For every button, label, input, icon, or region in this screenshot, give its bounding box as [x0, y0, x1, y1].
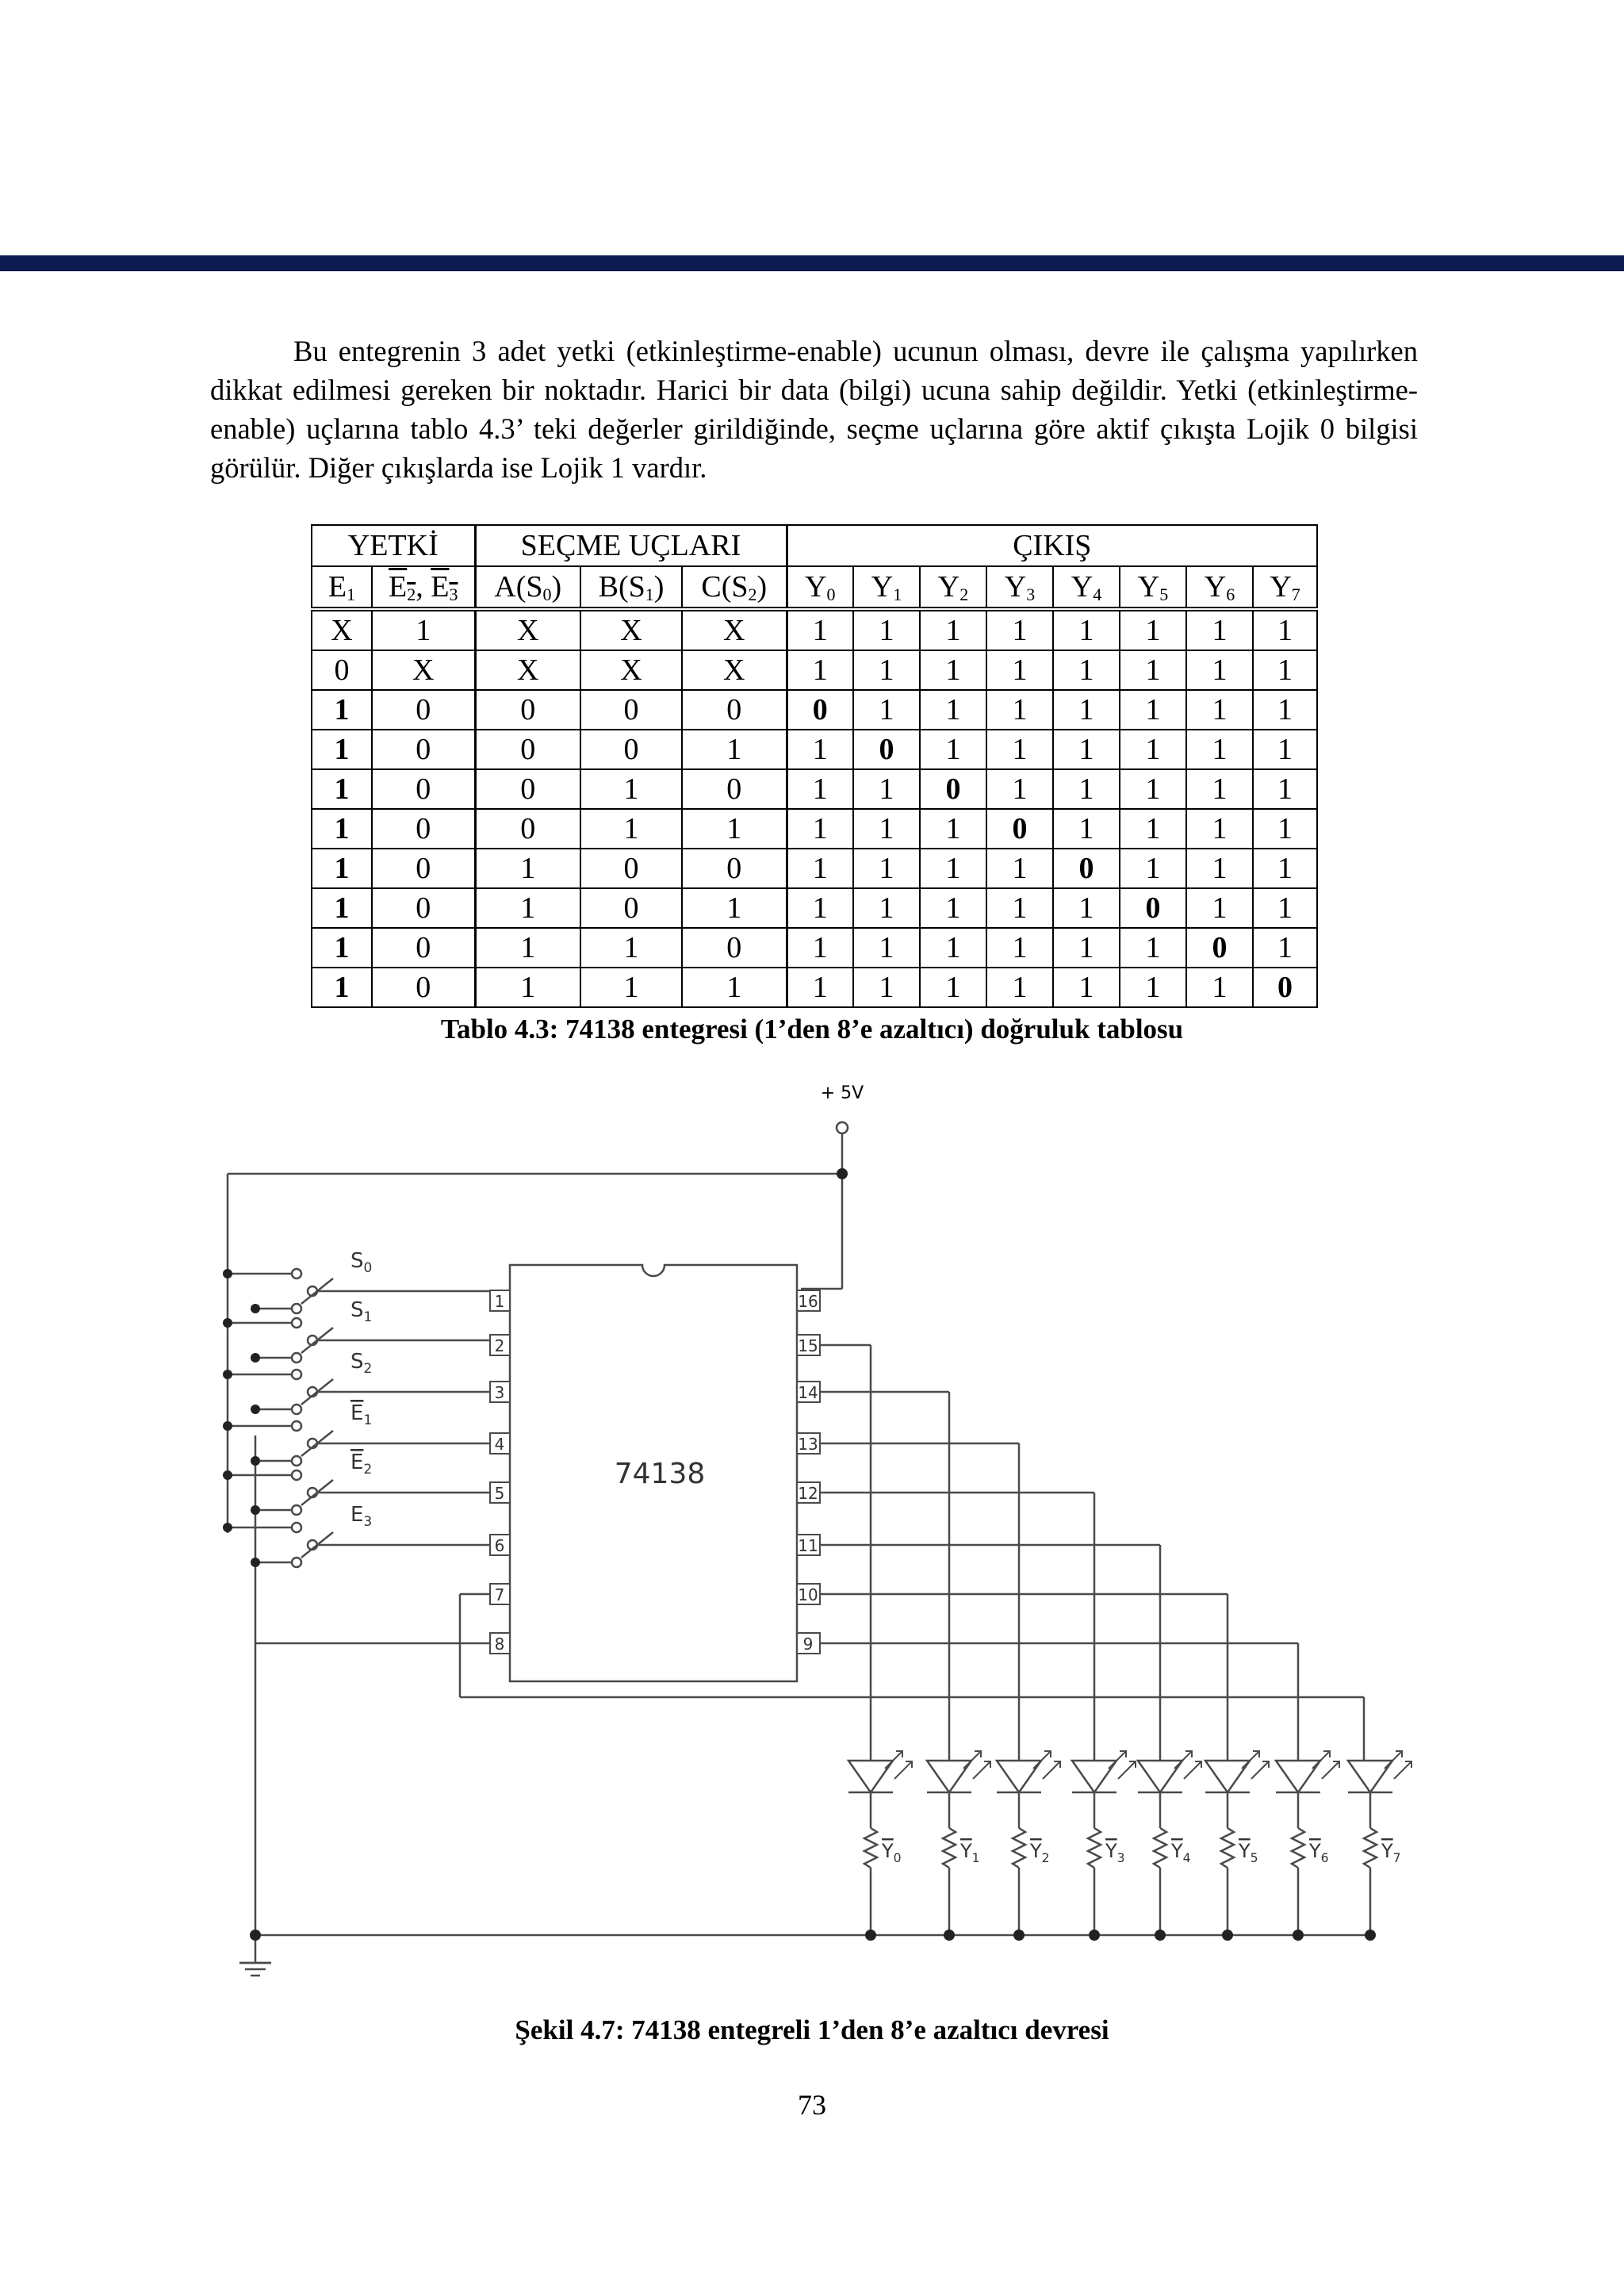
table-cell: 0: [986, 809, 1053, 849]
table-cell: 1: [1253, 888, 1317, 928]
table-cell: 1: [475, 968, 580, 1007]
table-cell: 1: [787, 928, 853, 968]
figure-caption: Şekil 4.7: 74138 entegreli 1’den 8’e azaltıcı devresi: [515, 2014, 1109, 2045]
pin-number: 10: [798, 1585, 818, 1604]
table-cell: 1: [1053, 968, 1120, 1007]
pin-number: 8: [494, 1635, 505, 1654]
junction-dot: [1155, 1930, 1166, 1941]
table-cell: 1: [986, 888, 1053, 928]
table-cell: 1: [1253, 650, 1317, 690]
group-header: ÇIKIŞ: [787, 525, 1317, 566]
table-cell: 1: [1186, 609, 1253, 650]
light-arrow-icon: [1109, 1751, 1136, 1779]
table-cell: 1: [1053, 690, 1120, 730]
table-caption: Tablo 4.3: 74138 entegresi (1’den 8’e azaltıcı) doğruluk tablosu: [440, 1014, 1184, 1044]
table-cell: 0: [475, 809, 580, 849]
table-cell: 1: [787, 730, 853, 769]
table-cell: 0: [682, 849, 787, 888]
output-label: $Y_7$: [1381, 1840, 1401, 1865]
table-cell: X: [475, 650, 580, 690]
table-cell: 1: [1253, 769, 1317, 809]
table-cell: 1: [312, 849, 372, 888]
group-header: YETKİ: [312, 525, 475, 566]
output-label: $Y_4$: [1171, 1840, 1191, 1865]
table-row: [312, 968, 1317, 1007]
junction-dot: [944, 1930, 955, 1941]
decoder-circuit-diagram: [0, 1071, 1624, 2006]
table-cell: 1: [986, 690, 1053, 730]
table-cell: 0: [372, 928, 475, 968]
pin-number: 2: [494, 1336, 505, 1355]
junction-dot: [1365, 1930, 1376, 1941]
table-cell: 1: [920, 849, 986, 888]
table-cell: 1: [1186, 650, 1253, 690]
table-cell: 1: [1253, 809, 1317, 849]
table-row: [312, 690, 1317, 730]
table-cell: 0: [1120, 888, 1186, 928]
pin-number: 9: [802, 1635, 814, 1654]
table-cell: 0: [853, 730, 920, 769]
table-cell: 1: [312, 968, 372, 1007]
table-cell: 0: [1186, 928, 1253, 968]
junction-dot: [251, 1558, 260, 1567]
junction-dot: [1089, 1930, 1100, 1941]
table-cell: 1: [920, 928, 986, 968]
pin-number: 6: [494, 1536, 505, 1555]
table-cell: 1: [986, 730, 1053, 769]
table-cell: 1: [312, 928, 372, 968]
led-icon: [1276, 1761, 1320, 1792]
pin-number: 7: [494, 1585, 505, 1604]
intro-paragraph: Bu entegrenin 3 adet yetki (etkinleştirme-enable) ucunun olması, devre ile çalışma yapılırken dikkat edilmesi gereken bir noktadır. Harici bir data (bilgi) ucuna sahip değildir. Yetki (etkinleştirme-enable) uçlarına tablo 4.3’ teki değerler girildiğinde, seçme uçlarına göre aktif çıkışta Lojik 0 bilgisi görülür. Diğer çıkışlarda ise Lojik 1 vardır.: [210, 335, 1418, 484]
output-label: $Y_1$: [960, 1840, 980, 1865]
junction-dot: [251, 1304, 260, 1313]
table-cell: 1: [1053, 888, 1120, 928]
switch-label: $E_2$: [350, 1451, 373, 1477]
ground-node: [250, 1930, 261, 1941]
column-header: $Y_5$: [1120, 566, 1186, 609]
junction-dot: [251, 1505, 260, 1515]
table-row: [312, 609, 1317, 650]
table-cell: 1: [1120, 769, 1186, 809]
table-cell: X: [580, 650, 682, 690]
column-header: $C(S_2)$: [682, 566, 787, 609]
output-label: $Y_3$: [1105, 1840, 1125, 1865]
table-cell: 1: [1053, 650, 1120, 690]
pin-number: 11: [798, 1536, 818, 1555]
led-icon: [1348, 1761, 1392, 1792]
table-cell: 1: [853, 769, 920, 809]
junction-dot: [251, 1456, 260, 1466]
table-cell: 1: [853, 968, 920, 1007]
table-cell: 1: [787, 769, 853, 809]
table-cell: 1: [682, 888, 787, 928]
junction-dot: [223, 1370, 232, 1379]
switch-label: $S_2$: [350, 1350, 373, 1376]
table-cell: 1: [986, 650, 1053, 690]
switch-contact: [292, 1353, 301, 1363]
table-cell: 1: [1253, 849, 1317, 888]
pin-number: 5: [494, 1484, 505, 1503]
table-cell: 1: [1120, 809, 1186, 849]
table-cell: 1: [1053, 928, 1120, 968]
table-cell: 1: [853, 849, 920, 888]
table-cell: 0: [372, 769, 475, 809]
table-cell: 1: [580, 809, 682, 849]
table-cell: 1: [920, 730, 986, 769]
column-header: $Y_1$: [853, 566, 920, 609]
table-cell: 0: [475, 690, 580, 730]
table-cell: 0: [1253, 968, 1317, 1007]
led-icon: [848, 1761, 893, 1792]
resistor-icon: [864, 1828, 877, 1868]
column-header: $Y_7$: [1253, 566, 1317, 609]
table-cell: 1: [920, 888, 986, 928]
table-cell: 1: [1186, 690, 1253, 730]
table-cell: 1: [312, 809, 372, 849]
table-cell: 1: [1186, 888, 1253, 928]
table-cell: 1: [920, 650, 986, 690]
column-header: $E_1$: [312, 566, 372, 609]
table-cell: 1: [853, 888, 920, 928]
pin-number: 12: [798, 1484, 818, 1503]
table-cell: 1: [1120, 650, 1186, 690]
table-cell: 1: [920, 968, 986, 1007]
switch-label: $S_1$: [350, 1298, 373, 1324]
junction-dot: [1222, 1930, 1233, 1941]
table-cell: 1: [1186, 769, 1253, 809]
junction-dot: [865, 1930, 876, 1941]
column-header: $Y_0$: [787, 566, 853, 609]
table-cell: 1: [920, 690, 986, 730]
table-cell: 1: [1120, 928, 1186, 968]
table-cell: 0: [920, 769, 986, 809]
table-cell: 0: [682, 769, 787, 809]
junction-dot: [223, 1421, 232, 1431]
switch-contact: [292, 1370, 301, 1379]
output-label: $Y_5$: [1239, 1840, 1258, 1865]
table-cell: 0: [580, 690, 682, 730]
output-label: $Y_0$: [882, 1840, 902, 1865]
table-cell: 1: [1186, 809, 1253, 849]
table-cell: 1: [682, 968, 787, 1007]
table-cell: 0: [372, 849, 475, 888]
header-rule: [0, 255, 1624, 271]
led-icon: [1138, 1761, 1182, 1792]
junction-dot: [251, 1353, 260, 1363]
table-row: [312, 809, 1317, 849]
table-cell: 1: [1120, 730, 1186, 769]
junction-dot: [223, 1470, 232, 1480]
switch-contact: [292, 1405, 301, 1414]
pin-number: 15: [798, 1336, 818, 1355]
switch-contact: [292, 1269, 301, 1278]
junction-dot: [223, 1318, 232, 1328]
led-icon: [997, 1761, 1041, 1792]
table-cell: 1: [853, 609, 920, 650]
table-cell: 1: [1120, 968, 1186, 1007]
table-cell: 1: [475, 928, 580, 968]
table-cell: X: [475, 609, 580, 650]
switch-label: $E_3$: [350, 1503, 373, 1529]
table-cell: 1: [682, 730, 787, 769]
switch-contact: [292, 1470, 301, 1480]
supply-label: + 5V: [820, 1083, 864, 1103]
table-cell: 1: [1053, 609, 1120, 650]
output-label: $Y_6$: [1309, 1840, 1329, 1865]
table-cell: 1: [787, 609, 853, 650]
resistor-icon: [1088, 1828, 1101, 1868]
switch-contact: [292, 1318, 301, 1328]
table-cell: 1: [920, 609, 986, 650]
table-cell: 1: [580, 928, 682, 968]
resistor-icon: [943, 1828, 956, 1868]
table-cell: 1: [372, 609, 475, 650]
group-header: SEÇME UÇLARI: [475, 525, 787, 566]
table-cell: 1: [580, 769, 682, 809]
column-header: $Y_6$: [1186, 566, 1253, 609]
led-icon: [1205, 1761, 1250, 1792]
junction-dot: [1013, 1930, 1025, 1941]
table-cell: 0: [580, 849, 682, 888]
table-cell: X: [312, 609, 372, 650]
table-cell: 1: [787, 849, 853, 888]
resistor-icon: [1013, 1828, 1025, 1868]
table-cell: 0: [1053, 849, 1120, 888]
column-header: $Y_4$: [1053, 566, 1120, 609]
switch-contact: [292, 1421, 301, 1431]
pin-number: 16: [798, 1292, 818, 1311]
switch-contact: [292, 1505, 301, 1515]
junction-dot: [251, 1405, 260, 1414]
table-cell: 0: [475, 730, 580, 769]
table-cell: 0: [372, 690, 475, 730]
table-row: [312, 849, 1317, 888]
light-arrow-icon: [1242, 1751, 1269, 1779]
table-cell: 1: [312, 730, 372, 769]
table-cell: 0: [372, 730, 475, 769]
pin-number: 4: [494, 1435, 505, 1454]
table-cell: 1: [1120, 690, 1186, 730]
table-row: [312, 888, 1317, 928]
pin-number: 14: [798, 1383, 818, 1402]
resistor-icon: [1221, 1828, 1234, 1868]
chip-label: 74138: [614, 1458, 706, 1490]
light-arrow-icon: [1385, 1751, 1411, 1779]
table-cell: X: [682, 650, 787, 690]
light-arrow-icon: [963, 1751, 990, 1779]
table-cell: 1: [1186, 730, 1253, 769]
truth-table: [311, 524, 1318, 1008]
table-cell: 1: [787, 968, 853, 1007]
table-cell: 1: [986, 928, 1053, 968]
table-cell: 1: [1120, 609, 1186, 650]
table-cell: 1: [1053, 769, 1120, 809]
table-cell: X: [682, 609, 787, 650]
column-header: $B(S_1)$: [580, 566, 682, 609]
pin-number: 3: [494, 1383, 505, 1402]
table-cell: 1: [580, 968, 682, 1007]
table-cell: 1: [787, 650, 853, 690]
table-cell: 0: [475, 769, 580, 809]
table-cell: 1: [1253, 730, 1317, 769]
column-header: $A(S_0)$: [475, 566, 580, 609]
led-icon: [1072, 1761, 1116, 1792]
table-cell: 1: [682, 809, 787, 849]
column-header: $Y_2$: [920, 566, 986, 609]
light-arrow-icon: [1033, 1751, 1060, 1779]
table-cell: 1: [853, 809, 920, 849]
switch-label: $E_1$: [350, 1401, 373, 1428]
table-cell: 1: [1186, 968, 1253, 1007]
table-cell: 0: [312, 650, 372, 690]
table-cell: 1: [986, 968, 1053, 1007]
table-cell: 1: [1053, 809, 1120, 849]
table-cell: X: [372, 650, 475, 690]
table-cell: 0: [372, 809, 475, 849]
led-icon: [927, 1761, 971, 1792]
table-cell: 1: [1253, 928, 1317, 968]
switch-contact: [292, 1456, 301, 1466]
table-cell: 1: [986, 609, 1053, 650]
junction-dot: [223, 1269, 232, 1278]
switch-contact: [292, 1523, 301, 1532]
table-cell: 0: [372, 968, 475, 1007]
table-cell: 1: [787, 888, 853, 928]
resistor-icon: [1154, 1828, 1166, 1868]
table-cell: 0: [787, 690, 853, 730]
pin-number: 1: [494, 1292, 505, 1311]
column-header: $E_2$, $E_3$: [372, 566, 475, 609]
table-row: [312, 730, 1317, 769]
light-arrow-icon: [1312, 1751, 1339, 1779]
table-cell: 1: [986, 849, 1053, 888]
switch-contact: [292, 1558, 301, 1567]
resistor-icon: [1364, 1828, 1377, 1868]
table-cell: 1: [787, 809, 853, 849]
column-header: $Y_3$: [986, 566, 1053, 609]
table-cell: 1: [1186, 849, 1253, 888]
table-cell: 1: [853, 690, 920, 730]
table-cell: 0: [580, 888, 682, 928]
table-cell: 1: [853, 928, 920, 968]
table-cell: 0: [682, 690, 787, 730]
table-cell: 1: [475, 888, 580, 928]
junction-dot: [1293, 1930, 1304, 1941]
table-cell: 1: [312, 888, 372, 928]
junction-dot: [223, 1523, 232, 1532]
table-cell: 1: [475, 849, 580, 888]
table-cell: 1: [853, 650, 920, 690]
table-cell: 1: [1253, 690, 1317, 730]
table-cell: X: [580, 609, 682, 650]
table-cell: 1: [312, 769, 372, 809]
pin-number: 13: [798, 1435, 818, 1454]
switch-label: $S_0$: [350, 1249, 373, 1275]
table-cell: 0: [682, 928, 787, 968]
table-row: [312, 928, 1317, 968]
table-cell: 1: [312, 690, 372, 730]
table-cell: 0: [372, 888, 475, 928]
table-row: [312, 650, 1317, 690]
light-arrow-icon: [1174, 1751, 1201, 1779]
table-cell: 1: [1253, 609, 1317, 650]
light-arrow-icon: [885, 1751, 912, 1779]
table-cell: 1: [1120, 849, 1186, 888]
table-cell: 1: [986, 769, 1053, 809]
table-cell: 1: [920, 809, 986, 849]
supply-node: [837, 1168, 848, 1179]
table-cell: 1: [1053, 730, 1120, 769]
table-row: [312, 769, 1317, 809]
table-cell: 0: [580, 730, 682, 769]
switch-contact: [292, 1304, 301, 1313]
supply-terminal: [837, 1122, 848, 1133]
output-label: $Y_2$: [1030, 1840, 1050, 1865]
page-number: 73: [798, 2089, 826, 2121]
resistor-icon: [1292, 1828, 1304, 1868]
